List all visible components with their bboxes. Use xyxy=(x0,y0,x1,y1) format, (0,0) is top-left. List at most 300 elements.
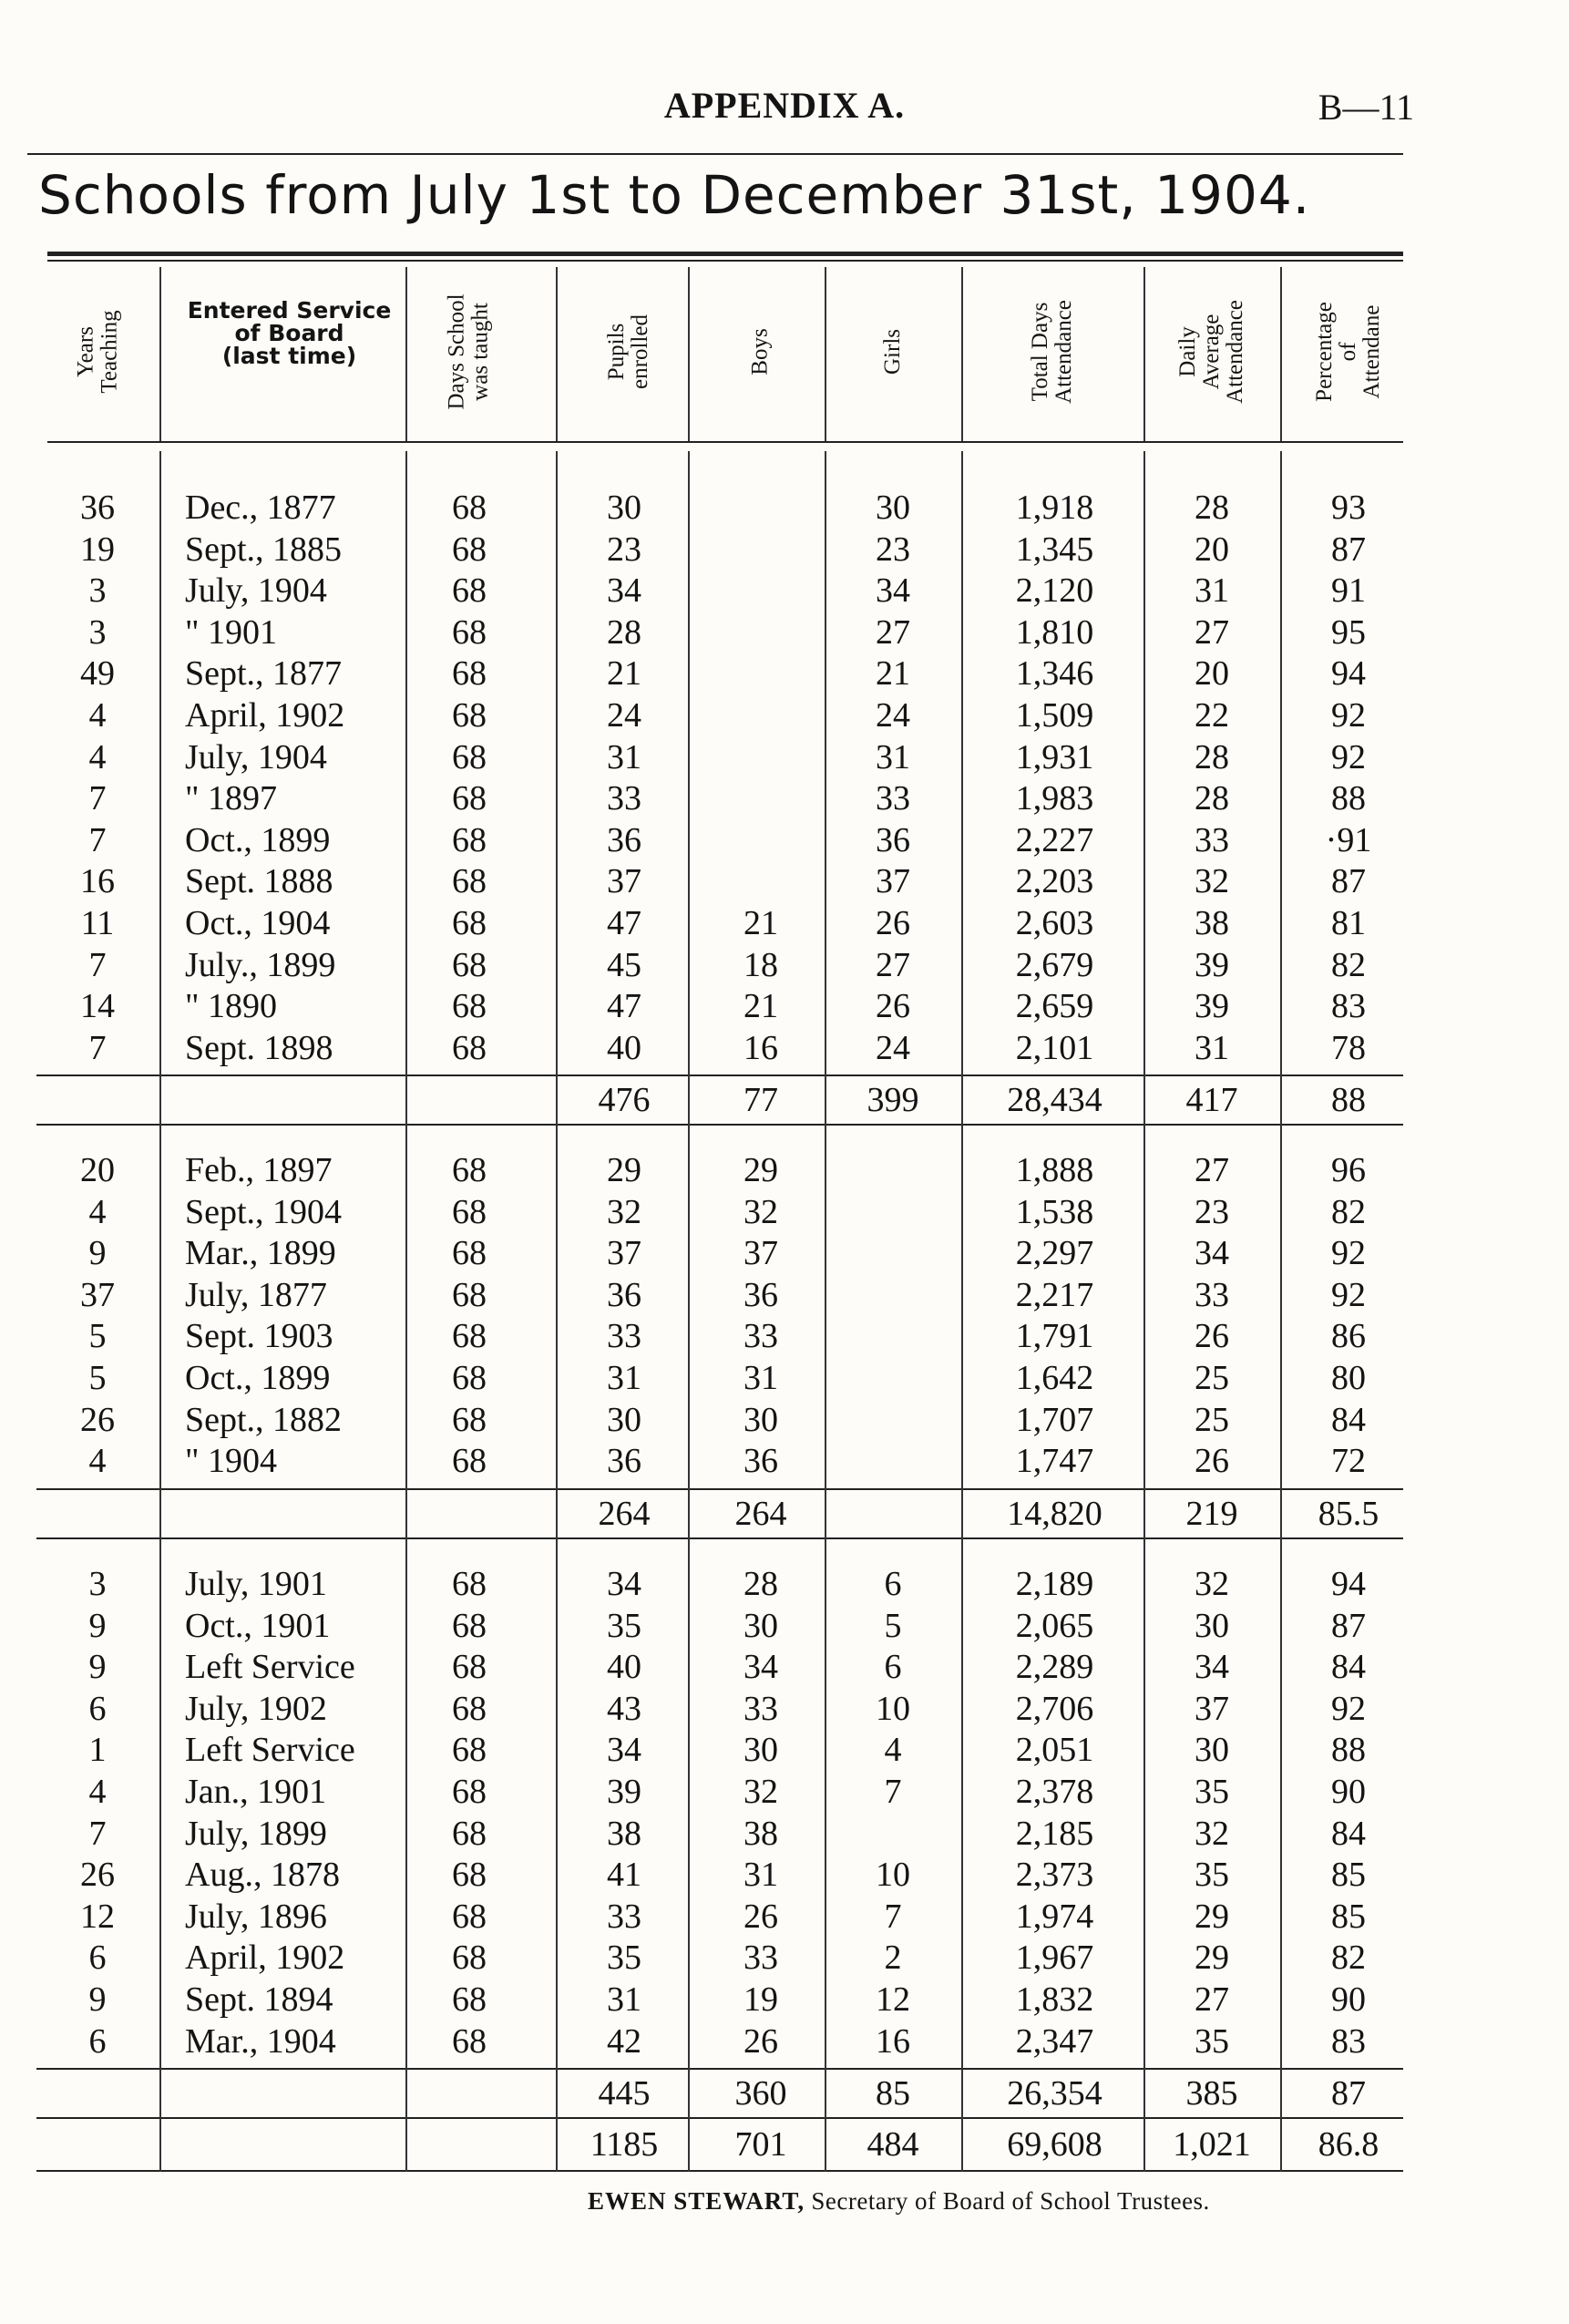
cell-percent: 82 xyxy=(1331,945,1366,984)
cell-percent: 83 xyxy=(1331,987,1366,1026)
cell-years: 5 xyxy=(88,1359,107,1397)
table-row xyxy=(0,778,1569,820)
cell-percent: 78 xyxy=(1331,1028,1366,1067)
cell-boys: 264 xyxy=(734,1494,787,1533)
cell-entered: Mar., 1899 xyxy=(185,1234,336,1273)
cell-boys: 31 xyxy=(743,1856,778,1895)
cell-entered: Sept. 1898 xyxy=(185,1028,333,1067)
cell-total-days: 2,101 xyxy=(1015,1028,1094,1067)
cell-percent: 88 xyxy=(1331,1081,1366,1120)
cell-pupils: 34 xyxy=(607,1731,641,1770)
header-rule-bottom xyxy=(47,441,1403,443)
cell-percent: 80 xyxy=(1331,1359,1366,1397)
column-rule xyxy=(159,1114,161,1537)
cell-entered: Oct., 1901 xyxy=(185,1606,331,1645)
cell-entered: April, 1902 xyxy=(185,1938,345,1978)
cell-entered: April, 1902 xyxy=(185,696,345,735)
column-rule xyxy=(1143,451,1145,1124)
cell-entered: July, 1901 xyxy=(185,1565,327,1603)
footer-signature xyxy=(588,2187,1210,2216)
cell-boys: 36 xyxy=(743,1442,778,1481)
cell-pupils: 36 xyxy=(607,1275,641,1314)
cell-entered: " 1904 xyxy=(185,1442,278,1481)
cell-pupils: 21 xyxy=(607,654,641,694)
header-column-rule xyxy=(688,267,690,441)
cell-days: 68 xyxy=(452,1192,487,1231)
cell-percent: 94 xyxy=(1331,1565,1366,1603)
header-column-rule xyxy=(159,267,161,441)
cell-boys: 29 xyxy=(743,1151,778,1189)
title-rule-thin xyxy=(47,260,1403,262)
cell-girls: 23 xyxy=(876,530,910,569)
table-row xyxy=(0,820,1569,862)
cell-daily-avg: 28 xyxy=(1195,737,1229,776)
appendix-heading: APPENDIX A. xyxy=(663,85,906,126)
column-rule xyxy=(1280,1527,1282,2117)
cell-pupils: 445 xyxy=(598,2074,651,2113)
cell-percent: 92 xyxy=(1331,1275,1366,1314)
table-row xyxy=(0,695,1569,737)
cell-total-days: 1,888 xyxy=(1015,1151,1094,1189)
cell-total-days: 26,354 xyxy=(1007,2074,1102,2113)
column-rule xyxy=(556,1114,558,1537)
header-boys: Boys xyxy=(748,327,773,375)
cell-percent: 84 xyxy=(1331,1400,1366,1439)
cell-entered: Oct., 1899 xyxy=(185,820,331,859)
cell-daily-avg: 29 xyxy=(1195,1897,1229,1936)
cell-pupils: 33 xyxy=(607,1897,641,1936)
cell-total-days: 2,347 xyxy=(1015,2021,1094,2061)
cell-percent: 85 xyxy=(1331,1856,1366,1895)
cell-entered: Sept. 1894 xyxy=(185,1980,333,2019)
cell-entered: July., 1899 xyxy=(185,945,336,984)
cell-days: 68 xyxy=(452,1814,487,1853)
cell-daily-avg: 39 xyxy=(1195,987,1229,1026)
cell-years: 6 xyxy=(88,1689,107,1728)
cell-daily-avg: 27 xyxy=(1195,612,1229,652)
cell-boys: 19 xyxy=(743,1980,778,2019)
cell-percent: 92 xyxy=(1331,1234,1366,1273)
cell-pupils: 47 xyxy=(607,904,641,942)
cell-daily-avg: 417 xyxy=(1185,1081,1238,1120)
cell-total-days: 1,983 xyxy=(1015,779,1094,818)
cell-days: 68 xyxy=(452,571,487,611)
header-percentage: Percentage of Attendane xyxy=(1312,301,1384,402)
column-rule xyxy=(405,1114,407,1537)
cell-girls: 27 xyxy=(876,945,910,984)
column-rule xyxy=(556,451,558,1124)
cell-girls: 26 xyxy=(876,904,910,942)
header-years-teaching: Years Teaching xyxy=(74,309,123,394)
cell-days: 68 xyxy=(452,1028,487,1067)
cell-pupils: 23 xyxy=(607,530,641,569)
cell-total-days: 1,832 xyxy=(1015,1980,1094,2019)
cell-entered: July, 1902 xyxy=(185,1689,327,1728)
cell-boys: 32 xyxy=(743,1773,778,1811)
table-row xyxy=(0,530,1569,571)
cell-daily-avg: 32 xyxy=(1195,862,1229,901)
column-rule xyxy=(688,2117,690,2172)
cell-pupils: 35 xyxy=(607,1938,641,1978)
cell-pupils: 476 xyxy=(598,1081,651,1120)
cell-days: 68 xyxy=(452,945,487,984)
cell-boys: 30 xyxy=(743,1731,778,1770)
column-rule xyxy=(825,2117,826,2172)
header-total-days: Total Days Attendance xyxy=(1028,299,1076,404)
column-rule xyxy=(825,1527,826,2117)
cell-boys: 30 xyxy=(743,1606,778,1645)
column-rule xyxy=(405,1527,407,2117)
table-row xyxy=(0,945,1569,987)
cell-days: 68 xyxy=(452,2021,487,2061)
column-rule xyxy=(159,451,161,1124)
cell-boys: 701 xyxy=(734,2125,787,2165)
cell-percent: 85 xyxy=(1331,1897,1366,1936)
cell-days: 68 xyxy=(452,1731,487,1770)
cell-boys: 30 xyxy=(743,1400,778,1439)
cell-total-days: 28,434 xyxy=(1007,1081,1102,1120)
cell-pupils: 37 xyxy=(607,862,641,901)
table-row xyxy=(0,1233,1569,1275)
table-row xyxy=(0,1897,1569,1938)
cell-girls: 10 xyxy=(876,1689,910,1728)
cell-pupils: 37 xyxy=(607,1234,641,1273)
cell-girls: 10 xyxy=(876,1856,910,1895)
column-rule xyxy=(556,2117,558,2172)
cell-days: 68 xyxy=(452,1606,487,1645)
cell-daily-avg: 27 xyxy=(1195,1980,1229,2019)
cell-days: 68 xyxy=(452,737,487,776)
table-row xyxy=(0,1980,1569,2021)
cell-total-days: 2,203 xyxy=(1015,862,1094,901)
cell-daily-avg: 25 xyxy=(1195,1400,1229,1439)
table-row xyxy=(0,571,1569,612)
cell-days: 68 xyxy=(452,1275,487,1314)
column-rule xyxy=(961,2117,963,2172)
subtotal-row xyxy=(0,1080,1569,1122)
cell-percent: 82 xyxy=(1331,1938,1366,1978)
cell-days: 68 xyxy=(452,904,487,942)
cell-girls: 4 xyxy=(884,1731,902,1770)
cell-boys: 360 xyxy=(734,2074,787,2113)
title-rule-thick xyxy=(47,252,1403,256)
cell-percent: 85.5 xyxy=(1318,1494,1379,1533)
cell-total-days: 14,820 xyxy=(1007,1494,1102,1533)
cell-boys: 28 xyxy=(743,1565,778,1603)
cell-years: 16 xyxy=(80,862,115,901)
cell-years: 3 xyxy=(88,1565,107,1603)
cell-pupils: 35 xyxy=(607,1606,641,1645)
cell-daily-avg: 29 xyxy=(1195,1938,1229,1978)
cell-pupils: 47 xyxy=(607,987,641,1026)
header-column-rule xyxy=(1143,267,1145,441)
cell-daily-avg: 30 xyxy=(1195,1731,1229,1770)
secretary-name: EWEN STEWART, xyxy=(588,2187,805,2215)
column-rule xyxy=(1280,1114,1282,1537)
cell-pupils: 30 xyxy=(607,488,641,527)
cell-total-days: 1,791 xyxy=(1015,1317,1094,1356)
cell-percent: 92 xyxy=(1331,1689,1366,1728)
cell-daily-avg: 385 xyxy=(1185,2074,1238,2113)
cell-pupils: 24 xyxy=(607,696,641,735)
column-rule xyxy=(405,2117,407,2172)
cell-days: 68 xyxy=(452,530,487,569)
table-row xyxy=(0,1814,1569,1856)
cell-boys: 18 xyxy=(743,945,778,984)
table-row xyxy=(0,1606,1569,1648)
cell-daily-avg: 26 xyxy=(1195,1442,1229,1481)
cell-years: 4 xyxy=(88,737,107,776)
cell-years: 5 xyxy=(88,1317,107,1356)
table-row xyxy=(0,861,1569,903)
cell-days: 68 xyxy=(452,1773,487,1811)
header-rule xyxy=(27,153,1403,155)
cell-percent: 91 xyxy=(1331,571,1366,611)
column-rule xyxy=(1143,1114,1145,1537)
cell-daily-avg: 26 xyxy=(1195,1317,1229,1356)
table-row xyxy=(0,1028,1569,1070)
cell-percent: 82 xyxy=(1331,1192,1366,1231)
cell-daily-avg: 35 xyxy=(1195,2021,1229,2061)
subtotal-row xyxy=(0,2073,1569,2115)
cell-pupils: 31 xyxy=(607,1980,641,2019)
table-row xyxy=(0,1772,1569,1814)
cell-percent: 88 xyxy=(1331,779,1366,818)
cell-girls: 399 xyxy=(867,1081,919,1120)
cell-boys: 37 xyxy=(743,1234,778,1273)
cell-pupils: 39 xyxy=(607,1773,641,1811)
cell-girls: 27 xyxy=(876,612,910,652)
cell-pupils: 33 xyxy=(607,779,641,818)
cell-girls: 37 xyxy=(876,862,910,901)
cell-total-days: 1,345 xyxy=(1015,530,1094,569)
cell-pupils: 28 xyxy=(607,612,641,652)
table-row xyxy=(0,488,1569,530)
table-row xyxy=(0,1689,1569,1731)
cell-entered: Left Service xyxy=(185,1648,355,1687)
cell-girls: 26 xyxy=(876,987,910,1026)
cell-days: 68 xyxy=(452,1359,487,1397)
cell-years: 9 xyxy=(88,1606,107,1645)
cell-daily-avg: 30 xyxy=(1195,1606,1229,1645)
cell-days: 68 xyxy=(452,1317,487,1356)
cell-entered: Jan., 1901 xyxy=(185,1773,327,1811)
cell-percent: 90 xyxy=(1331,1773,1366,1811)
cell-entered: Sept., 1885 xyxy=(185,530,343,569)
cell-years: 36 xyxy=(80,488,115,527)
cell-total-days: 1,538 xyxy=(1015,1192,1094,1231)
cell-years: 6 xyxy=(88,1938,107,1978)
cell-pupils: 41 xyxy=(607,1856,641,1895)
cell-pupils: 40 xyxy=(607,1648,641,1687)
cell-entered: Sept. 1903 xyxy=(185,1317,333,1356)
table-row xyxy=(0,2021,1569,2063)
cell-pupils: 1185 xyxy=(590,2125,659,2165)
cell-girls: 36 xyxy=(876,820,910,859)
column-rule xyxy=(1280,451,1282,1124)
cell-percent: 87 xyxy=(1331,862,1366,901)
cell-boys: 36 xyxy=(743,1275,778,1314)
column-rule xyxy=(688,1527,690,2117)
column-rule xyxy=(1143,1527,1145,2117)
cell-years: 20 xyxy=(80,1151,115,1189)
subtotal-rule-top xyxy=(36,1488,1403,1490)
cell-girls: 24 xyxy=(876,1028,910,1067)
cell-days: 68 xyxy=(452,987,487,1026)
cell-percent: 86 xyxy=(1331,1317,1366,1356)
cell-boys: 31 xyxy=(743,1359,778,1397)
header-column-rule xyxy=(825,267,826,441)
column-rule xyxy=(961,451,963,1124)
cell-years: 49 xyxy=(80,654,115,694)
cell-total-days: 1,810 xyxy=(1015,612,1094,652)
table-row xyxy=(0,1730,1569,1772)
cell-pupils: 36 xyxy=(607,1442,641,1481)
cell-pupils: 38 xyxy=(607,1814,641,1853)
cell-entered: Feb., 1897 xyxy=(185,1151,333,1189)
subtotal-rule-top xyxy=(36,1075,1403,1076)
cell-girls: 85 xyxy=(876,2074,910,2113)
cell-daily-avg: 34 xyxy=(1195,1234,1229,1273)
table-row xyxy=(0,1192,1569,1234)
cell-boys: 34 xyxy=(743,1648,778,1687)
cell-total-days: 2,227 xyxy=(1015,820,1094,859)
subtotal-rule-bottom xyxy=(36,1124,1403,1126)
subtotal-rule-bottom xyxy=(36,2117,1403,2119)
cell-entered: " 1890 xyxy=(185,987,278,1026)
cell-girls: 6 xyxy=(884,1648,902,1687)
cell-percent: 83 xyxy=(1331,2021,1366,2061)
cell-girls: 16 xyxy=(876,2021,910,2061)
cell-years: 9 xyxy=(88,1234,107,1273)
cell-daily-avg: 31 xyxy=(1195,1028,1229,1067)
cell-entered: Left Service xyxy=(185,1731,355,1770)
cell-years: 3 xyxy=(88,571,107,611)
table-row xyxy=(0,1441,1569,1483)
cell-daily-avg: 39 xyxy=(1195,945,1229,984)
cell-entered: Sept. 1888 xyxy=(185,862,333,901)
cell-days: 68 xyxy=(452,1938,487,1978)
cell-percent: 87 xyxy=(1331,1606,1366,1645)
cell-total-days: 1,974 xyxy=(1015,1897,1094,1936)
column-rule xyxy=(961,1114,963,1537)
cell-percent: 84 xyxy=(1331,1648,1366,1687)
header-days-taught: Days School was taught xyxy=(445,293,494,410)
cell-days: 68 xyxy=(452,612,487,652)
cell-total-days: 2,603 xyxy=(1015,904,1094,942)
cell-years: 1 xyxy=(88,1731,107,1770)
cell-entered: Sept., 1904 xyxy=(185,1192,343,1231)
cell-girls: 484 xyxy=(867,2125,919,2165)
cell-years: 7 xyxy=(88,1814,107,1853)
cell-daily-avg: 38 xyxy=(1195,904,1229,942)
cell-total-days: 2,373 xyxy=(1015,1856,1094,1895)
page-title: Schools from July 1st to December 31st, 1904. xyxy=(38,164,1311,226)
table-row xyxy=(0,1647,1569,1689)
cell-entered: Oct., 1899 xyxy=(185,1359,331,1397)
subtotal-rule-top xyxy=(36,2068,1403,2070)
cell-percent: 86.8 xyxy=(1318,2125,1379,2165)
cell-total-days: 1,642 xyxy=(1015,1359,1094,1397)
cell-entered: Aug., 1878 xyxy=(185,1856,340,1895)
cell-boys: 21 xyxy=(743,904,778,942)
cell-pupils: 32 xyxy=(607,1192,641,1231)
column-rule xyxy=(688,451,690,1124)
cell-entered: Sept., 1882 xyxy=(185,1400,343,1439)
table-row xyxy=(0,1358,1569,1400)
cell-girls: 33 xyxy=(876,779,910,818)
cell-girls: 34 xyxy=(876,571,910,611)
cell-entered: Oct., 1904 xyxy=(185,904,331,942)
header-girls: Girls xyxy=(880,328,905,375)
column-rule xyxy=(159,2117,161,2172)
cell-total-days: 1,509 xyxy=(1015,696,1094,735)
cell-percent: 84 xyxy=(1331,1814,1366,1853)
cell-total-days: 2,065 xyxy=(1015,1606,1094,1645)
cell-years: 9 xyxy=(88,1980,107,2019)
cell-boys: 21 xyxy=(743,987,778,1026)
header-column-rule xyxy=(556,267,558,441)
cell-days: 68 xyxy=(452,1234,487,1273)
cell-entered: July, 1896 xyxy=(185,1897,327,1936)
table-row xyxy=(0,1150,1569,1192)
cell-years: 4 xyxy=(88,696,107,735)
cell-entered: Mar., 1904 xyxy=(185,2021,336,2061)
cell-days: 68 xyxy=(452,1689,487,1728)
cell-entered: Sept., 1877 xyxy=(185,654,343,694)
table-row xyxy=(0,903,1569,945)
cell-days: 68 xyxy=(452,1980,487,2019)
table-row xyxy=(0,1275,1569,1317)
cell-daily-avg: 32 xyxy=(1195,1814,1229,1853)
cell-days: 68 xyxy=(452,1856,487,1895)
cell-boys: 26 xyxy=(743,1897,778,1936)
column-rule xyxy=(961,1527,963,2117)
cell-years: 7 xyxy=(88,779,107,818)
cell-days: 68 xyxy=(452,488,487,527)
cell-percent: 72 xyxy=(1331,1442,1366,1481)
cell-years: 26 xyxy=(80,1856,115,1895)
cell-total-days: 1,967 xyxy=(1015,1938,1094,1978)
secretary-role: Secretary of Board of School Trustees. xyxy=(811,2187,1210,2215)
cell-percent: 90 xyxy=(1331,1980,1366,2019)
cell-entered: " 1901 xyxy=(185,612,278,652)
cell-pupils: 45 xyxy=(607,945,641,984)
cell-daily-avg: 31 xyxy=(1195,571,1229,611)
cell-years: 26 xyxy=(80,1400,115,1439)
cell-years: 7 xyxy=(88,945,107,984)
subtotal-rule-bottom xyxy=(36,1537,1403,1539)
cell-pupils: 40 xyxy=(607,1028,641,1067)
cell-total-days: 2,297 xyxy=(1015,1234,1094,1273)
header-pupils-enrolled: Pupils enrolled xyxy=(604,314,653,389)
cell-percent: 92 xyxy=(1331,696,1366,735)
cell-daily-avg: 20 xyxy=(1195,654,1229,694)
cell-girls: 24 xyxy=(876,696,910,735)
cell-daily-avg: 20 xyxy=(1195,530,1229,569)
cell-years: 4 xyxy=(88,1773,107,1811)
cell-days: 68 xyxy=(452,654,487,694)
cell-total-days: 2,185 xyxy=(1015,1814,1094,1853)
cell-days: 68 xyxy=(452,1400,487,1439)
cell-daily-avg: 25 xyxy=(1195,1359,1229,1397)
cell-days: 68 xyxy=(452,1565,487,1603)
cell-pupils: 42 xyxy=(607,2021,641,2061)
cell-daily-avg: 1,021 xyxy=(1173,2125,1251,2165)
cell-daily-avg: 32 xyxy=(1195,1565,1229,1603)
cell-girls: 12 xyxy=(876,1980,910,2019)
cell-pupils: 33 xyxy=(607,1317,641,1356)
